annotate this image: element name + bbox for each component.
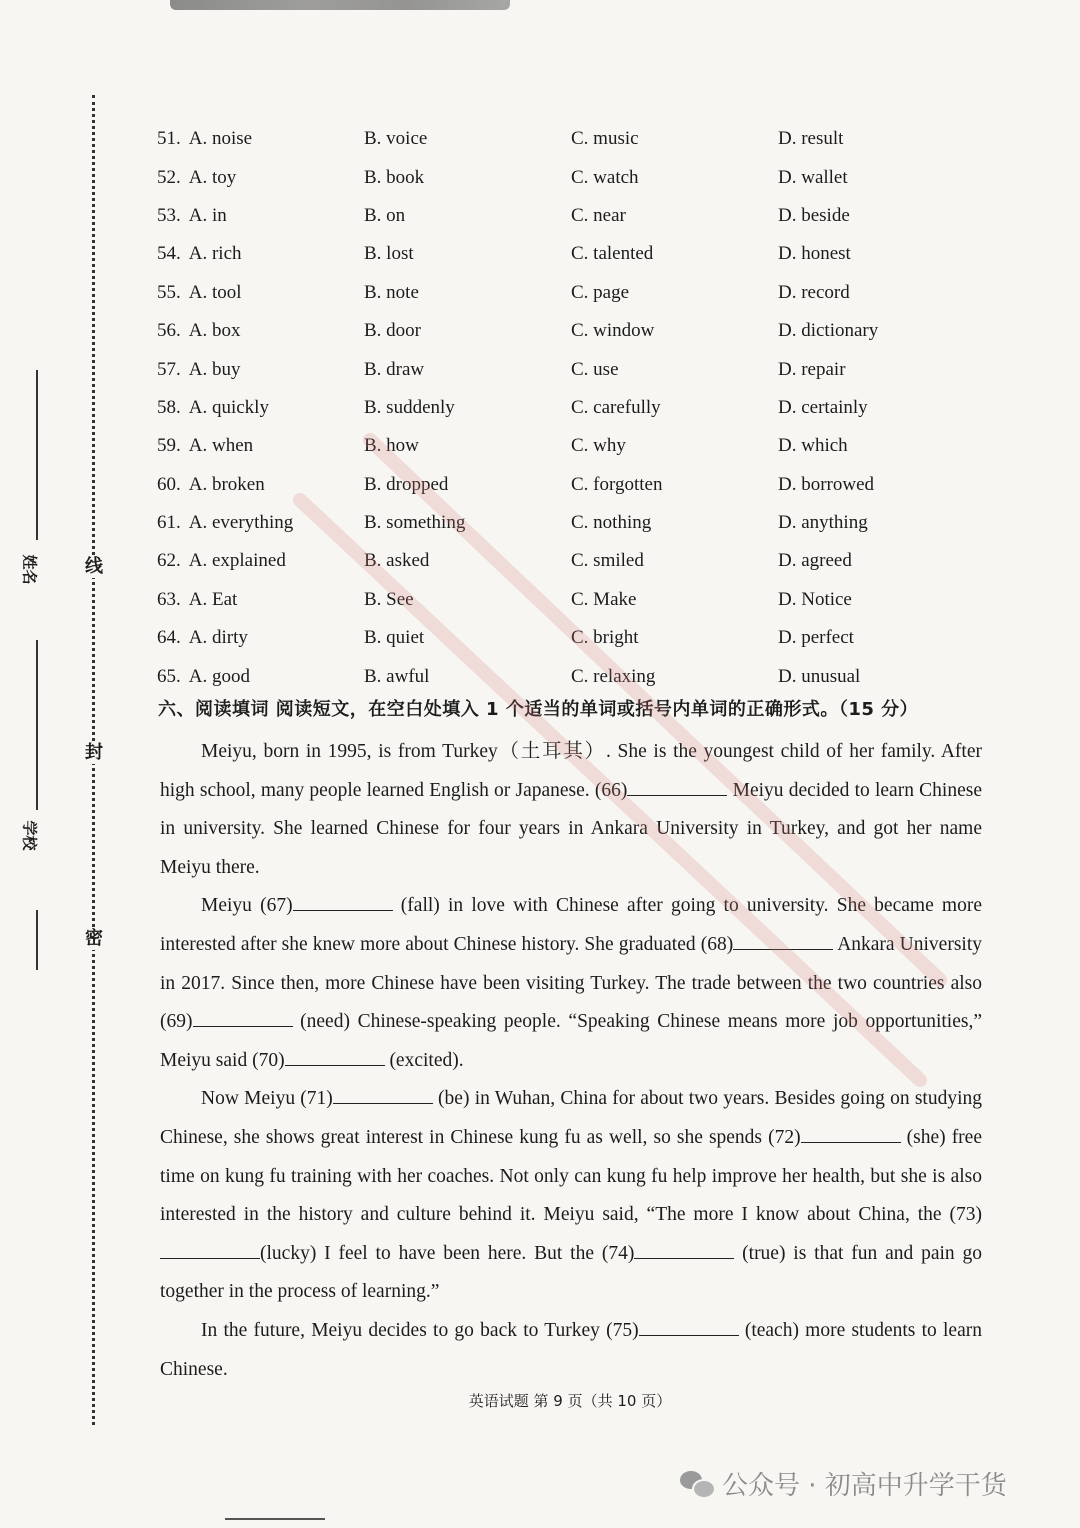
option-b: B. note (364, 281, 419, 303)
option-d: D. unusual (778, 665, 861, 687)
option-b: B. how (364, 435, 419, 457)
option-a-text: A. dirty (188, 627, 248, 649)
option-d: D. result (778, 128, 844, 150)
page-footer: 英语试题 第 9 页（共 10 页） (468, 1392, 672, 1410)
option-b: B. on (364, 204, 406, 226)
option-a (157, 167, 364, 189)
paragraph-1: Meiyu, born in 1995, is from Turkey（土耳其）. She is the youngest child of her family. After high school, many people learned English or Japanese. (66) Meiyu decided to learn Chinese in university. She learned Chinese for four years in Ankara University in Turkey, and got her name Meiyu there. (160, 741, 982, 878)
option-a (157, 359, 364, 381)
question-number: 62. (157, 550, 181, 572)
option-c: C. use (571, 358, 619, 380)
blank-66[interactable] (627, 777, 727, 796)
option-b: B. asked (364, 550, 430, 572)
section-heading: 六、阅读填词 阅读短文，在空白处填入 1 个适当的单词或括号内单词的正确形式。（15 分） (158, 699, 919, 720)
question-row (157, 350, 987, 388)
question-number: 55. (157, 281, 181, 303)
option-a-text: A. box (188, 320, 241, 342)
blank-72[interactable] (801, 1124, 901, 1143)
option-a (157, 512, 364, 534)
option-d: D. borrowed (778, 473, 875, 495)
option-b: B. voice (364, 128, 428, 150)
blank-67[interactable] (293, 892, 393, 911)
question-row (157, 312, 987, 350)
question-number: 58. (157, 396, 181, 418)
option-a (157, 128, 364, 150)
option-a-text: A. good (188, 665, 250, 687)
question-row (157, 466, 987, 504)
question-number: 60. (157, 473, 181, 495)
option-c: C. bright (571, 627, 639, 649)
option-b: B. dropped (364, 473, 449, 495)
option-d: D. honest (778, 243, 851, 265)
extra-answer-line (36, 910, 38, 970)
question-number: 65. (157, 665, 181, 687)
school-label: 学校 (20, 820, 39, 851)
option-d: D. which (778, 435, 848, 457)
question-row (157, 197, 987, 235)
option-b: B. awful (364, 665, 430, 687)
paragraph-3: Now Meiyu (71) (be) in Wuhan, China for about two years. Besides going on studying Chinese, she shows great interest in Chinese kung fu as well, so she spends (72) (she) free time on kung fu training with her coaches. Not only can kung fu help improve her health, but she is also interested in the history and culture behind it. Meiyu said, “The more I know about China, the (73)(lucky) I feel to have been here. But the (74) (true) is that fun and pain go together in the process of learning.” (160, 1080, 982, 1312)
school-answer-line (36, 640, 38, 810)
question-number: 51. (157, 128, 181, 150)
option-d: D. wallet (778, 166, 848, 188)
option-d: D. repair (778, 358, 846, 380)
option-b: B. draw (364, 358, 425, 380)
question-number: 54. (157, 243, 181, 265)
question-row (157, 657, 987, 695)
option-a-text: A. everything (188, 512, 294, 534)
question-row (157, 581, 987, 619)
option-a (157, 589, 364, 611)
option-c: C. carefully (571, 396, 661, 418)
option-c: C. nothing (571, 512, 652, 534)
option-a (157, 666, 364, 688)
question-number: 57. (157, 358, 181, 380)
option-b: B. See (364, 588, 414, 610)
watermark-text: 公众号 · 初高中升学干货 (722, 1471, 1007, 1501)
wechat-icon (680, 1471, 712, 1497)
blank-74[interactable] (634, 1240, 734, 1259)
option-a-text: A. buy (188, 358, 241, 380)
option-c: C. forgotten (571, 473, 663, 495)
option-d: D. agreed (778, 550, 852, 572)
option-d: D. record (778, 281, 850, 303)
bottom-rule (225, 1518, 325, 1520)
option-c: C. smiled (571, 550, 644, 572)
option-c: C. window (571, 320, 655, 342)
option-c: C. why (571, 435, 626, 457)
question-row (157, 542, 987, 580)
blank-71[interactable] (333, 1085, 433, 1104)
option-a (157, 205, 364, 227)
option-d: D. perfect (778, 627, 854, 649)
option-a-text: A. quickly (188, 396, 269, 418)
name-label: 姓名 (20, 554, 39, 585)
option-c: C. watch (571, 166, 639, 188)
option-a-text: A. explained (188, 550, 286, 572)
binding-word-mi: 密 (85, 928, 103, 949)
option-a (157, 474, 364, 496)
option-c: C. relaxing (571, 665, 656, 687)
option-b: B. something (364, 512, 466, 534)
question-row (157, 120, 987, 158)
option-a (157, 320, 364, 342)
wechat-watermark (680, 1465, 1007, 1502)
option-a-text: A. Eat (188, 588, 238, 610)
question-row (157, 274, 987, 312)
option-c: C. Make (571, 588, 637, 610)
option-a (157, 550, 364, 572)
blank-68[interactable] (733, 931, 833, 950)
question-number: 52. (157, 166, 181, 188)
option-c: C. page (571, 281, 630, 303)
option-b: B. quiet (364, 627, 425, 649)
option-d: D. Notice (778, 588, 852, 610)
option-a-text: A. when (188, 435, 254, 457)
option-a (157, 627, 364, 649)
option-a-text: A. noise (188, 128, 253, 150)
option-a (157, 435, 364, 457)
question-row (157, 619, 987, 657)
option-d: D. dictionary (778, 320, 879, 342)
option-a-text: A. in (188, 204, 227, 226)
question-row (157, 235, 987, 273)
multiple-choice-options (157, 120, 987, 696)
paragraph-2: Meiyu (67) (fall) in love with Chinese after going to university. She became more interested after she knew more about Chinese history. She graduated (68) Ankara University in 2017. Since then, more Chinese have been visiting Turkey. The trade between the two countries also (69) (need) Chinese-speaking people. “Speaking Chinese means more job opportunities,” Meiyu said (70) (excited). (160, 887, 982, 1080)
name-answer-line (36, 370, 38, 540)
reading-passage (160, 733, 982, 1389)
option-a-text: A. rich (188, 243, 242, 265)
question-row (157, 389, 987, 427)
blank-70[interactable] (285, 1047, 385, 1066)
top-header-smudge (170, 0, 510, 10)
paragraph-4: In the future, Meiyu decides to go back to Turkey (75) (teach) more students to learn Chinese. (160, 1312, 982, 1389)
option-c: C. near (571, 204, 626, 226)
question-row (157, 427, 987, 465)
option-b: B. door (364, 320, 421, 342)
option-a (157, 397, 364, 419)
option-a-text: A. toy (188, 166, 237, 188)
question-number: 64. (157, 627, 181, 649)
question-row (157, 504, 987, 542)
question-number: 59. (157, 435, 181, 457)
option-a-text: A. broken (188, 473, 265, 495)
option-c: C. talented (571, 243, 654, 265)
blank-75[interactable] (639, 1317, 739, 1336)
question-number: 53. (157, 204, 181, 226)
question-number: 63. (157, 588, 181, 610)
blank-69[interactable] (193, 1008, 293, 1027)
option-b: B. lost (364, 243, 414, 265)
option-a (157, 282, 364, 304)
option-a (157, 243, 364, 265)
binding-word-feng: 封 (85, 742, 103, 763)
option-a-text: A. tool (188, 281, 242, 303)
option-c: C. music (571, 128, 639, 150)
question-number: 56. (157, 320, 181, 342)
option-b: B. book (364, 166, 425, 188)
option-b: B. suddenly (364, 396, 455, 418)
question-number: 61. (157, 512, 181, 534)
option-d: D. anything (778, 512, 868, 534)
question-row (157, 158, 987, 196)
binding-word-xian: 线 (85, 556, 103, 577)
option-d: D. beside (778, 204, 850, 226)
option-d: D. certainly (778, 396, 868, 418)
blank-73[interactable] (160, 1240, 260, 1259)
